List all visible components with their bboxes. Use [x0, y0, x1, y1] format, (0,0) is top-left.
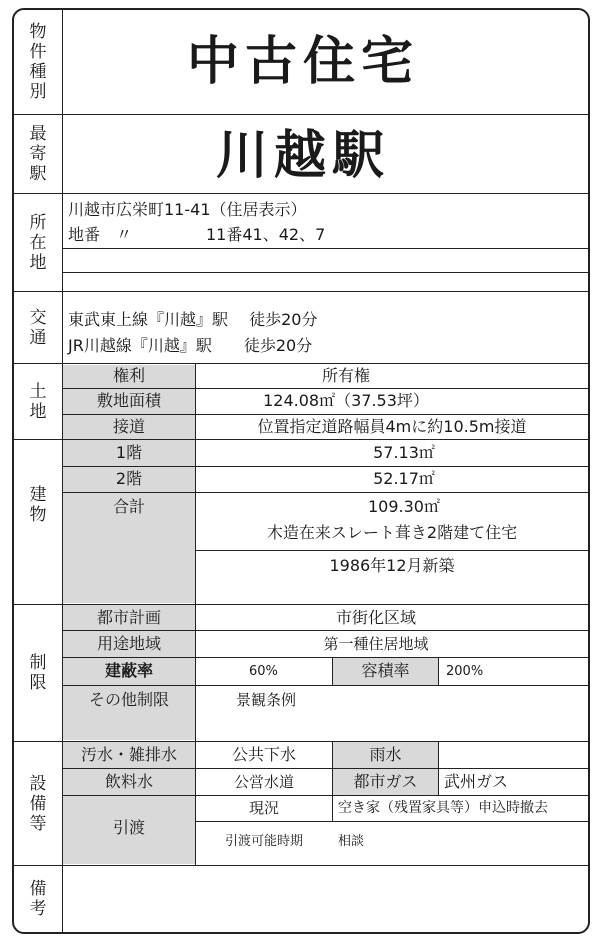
city-plan-value: 市街化区域 — [335, 608, 416, 627]
restrictions-label: 制 限 — [29, 653, 47, 693]
nearest-station-value: 川越駅 — [215, 126, 390, 186]
remarks-label: 備 考 — [29, 879, 47, 919]
handover-label: 引渡 — [112, 818, 145, 837]
road-access-label: 接道 — [112, 417, 145, 436]
coverage-value: 60% — [249, 664, 278, 679]
other-restriction-value: 景観条例 — [236, 691, 297, 709]
floor1-value: 57.13㎡ — [373, 443, 435, 462]
transport-line1: 東武東上線『川越』駅 徒歩20分 — [68, 310, 318, 329]
address-value: 川越市広栄町11-41（住居表示） — [68, 200, 307, 219]
total-area-value: 109.30㎡ — [368, 497, 440, 516]
facilities-label: 設 備 等 — [29, 773, 47, 834]
sewage-label: 汚水・雑排水 — [80, 745, 177, 764]
zoning-value: 第一種住居地域 — [323, 635, 429, 653]
land-label: 土 地 — [29, 381, 47, 422]
total-area-label: 合計 — [112, 497, 145, 516]
far-label: 容積率 — [361, 661, 410, 680]
far-value: 200% — [446, 664, 484, 679]
station-label: 最 寄 駅 — [29, 124, 47, 184]
property-type-value: 中古住宅 — [186, 32, 419, 92]
floor1-label: 1階 — [115, 443, 143, 462]
other-restriction-label: その他制限 — [88, 690, 169, 709]
location-label: 所 在 地 — [29, 212, 47, 273]
zoning-label: 用途地域 — [96, 634, 161, 653]
rights-label: 権利 — [112, 366, 145, 385]
transport-label: 交 通 — [29, 307, 47, 348]
structure-value: 木造在来スレート葺き2階建て住宅 — [266, 523, 518, 542]
handover-timing-label: 引渡可能時期 — [224, 834, 303, 849]
lot-number-label: 地番 〃 — [68, 225, 133, 244]
built-date-value: 1986年12月新築 — [329, 556, 455, 575]
site-area-label: 敷地面積 — [96, 391, 161, 410]
rain-label: 雨水 — [369, 745, 402, 764]
water-label: 飲料水 — [104, 772, 153, 791]
type-label: 物 件 種 別 — [29, 22, 47, 102]
gas-label: 都市ガス — [353, 772, 418, 791]
city-plan-label: 都市計画 — [96, 608, 161, 627]
water-value: 公営水道 — [233, 773, 294, 791]
sewage-value: 公共下水 — [231, 745, 296, 764]
building-label: 建 物 — [29, 485, 47, 525]
gas-value: 武州ガス — [444, 772, 509, 791]
status-label: 現況 — [248, 799, 279, 817]
road-access-value: 位置指定道路幅員4mに約10.5m接道 — [257, 417, 527, 436]
floor2-value: 52.17㎡ — [373, 469, 435, 488]
transport-line2: JR川越線『川越』駅 徒歩20分 — [68, 336, 313, 355]
property-sheet — [12, 8, 590, 934]
building-label-shade — [63, 440, 195, 603]
rights-value: 所有権 — [321, 366, 370, 385]
site-area-value: 124.08㎡（37.53坪） — [263, 391, 429, 410]
coverage-label: 建蔽率 — [104, 661, 153, 680]
status-value: 空き家（残置家具等）申込時撤去 — [338, 800, 548, 816]
floor2-label: 2階 — [115, 469, 143, 488]
lot-number-value: 11番41、42、7 — [206, 225, 326, 244]
handover-timing-value: 相談 — [338, 834, 365, 849]
